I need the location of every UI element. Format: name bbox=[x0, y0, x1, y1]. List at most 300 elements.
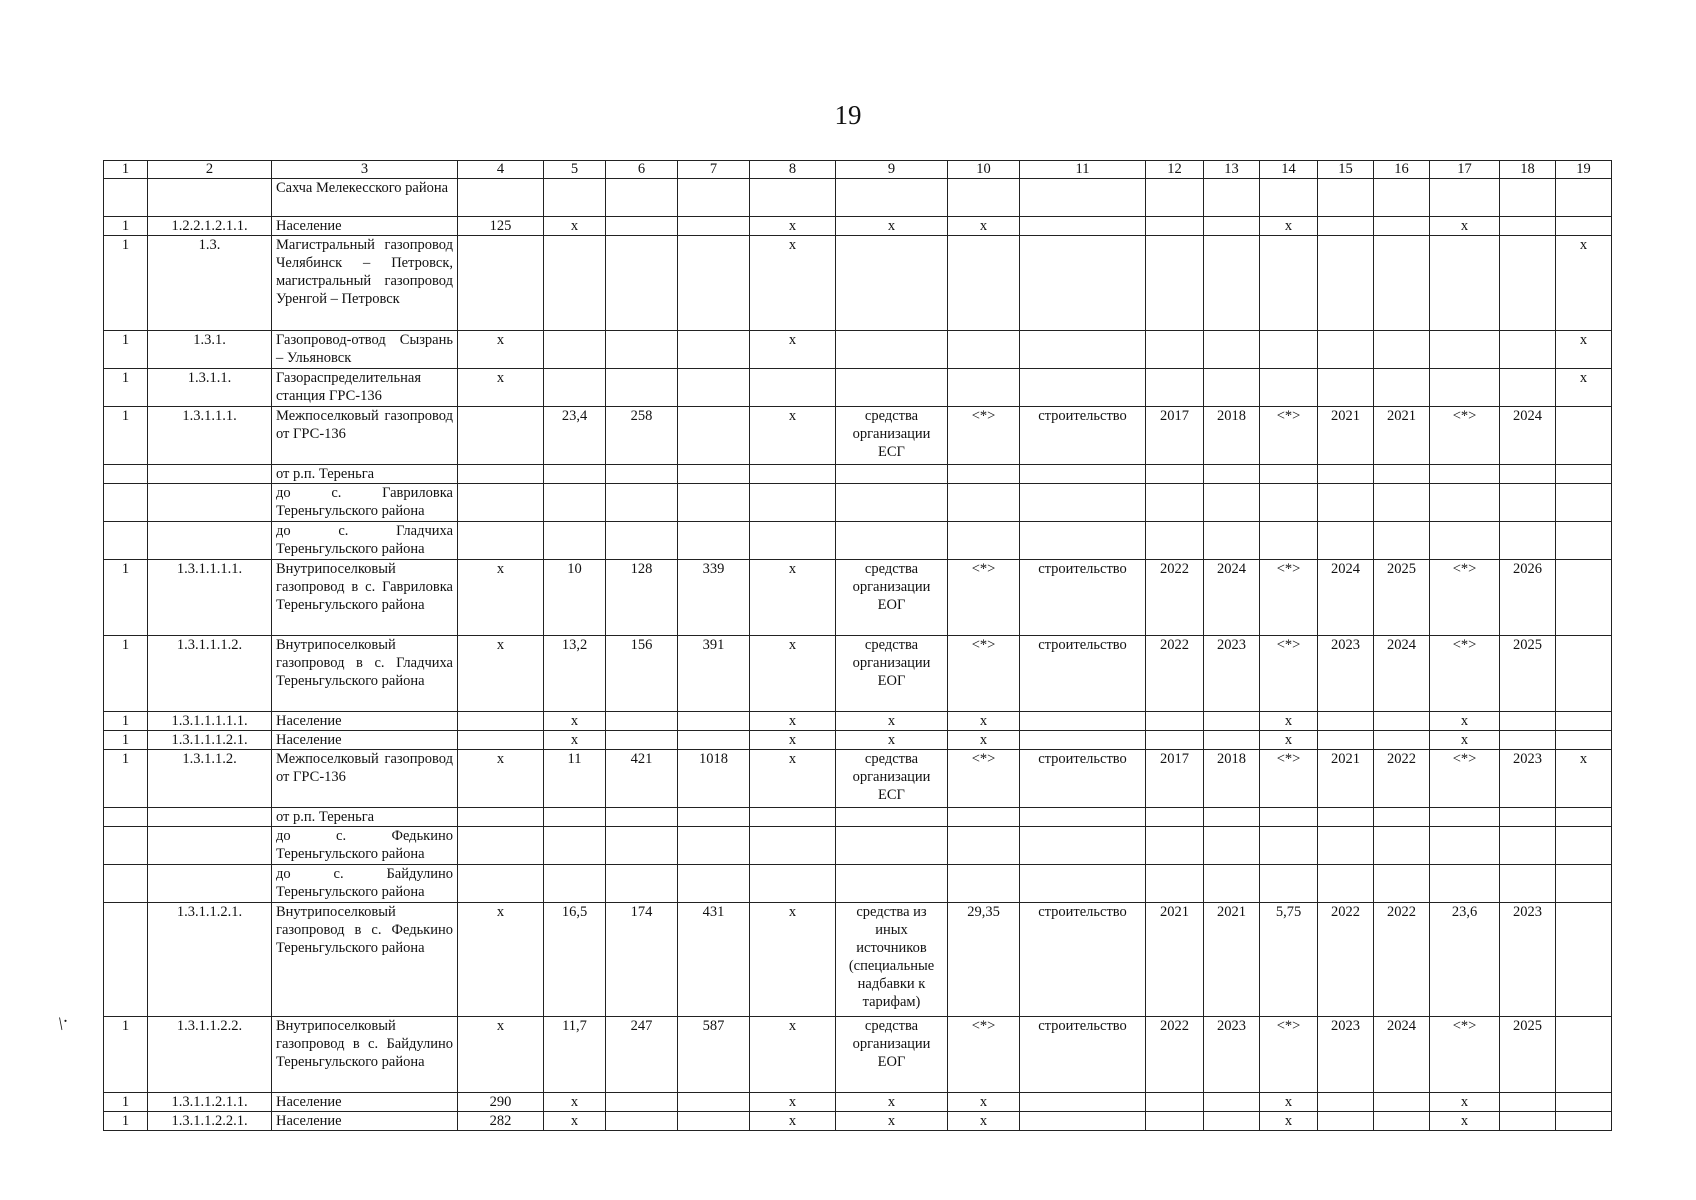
table-cell bbox=[750, 808, 836, 827]
table-cell: <*> bbox=[1430, 407, 1500, 465]
table-cell bbox=[948, 369, 1020, 407]
table-cell bbox=[1374, 1093, 1430, 1112]
table-cell: 1.2.2.1.2.1.1. bbox=[148, 217, 272, 236]
table-cell: х bbox=[458, 750, 544, 808]
table-cell bbox=[678, 712, 750, 731]
table-cell: 1.3.1.1.2.1.1. bbox=[148, 1093, 272, 1112]
table-cell: 1 bbox=[104, 236, 148, 331]
table-cell: 2023 bbox=[1500, 903, 1556, 1017]
table-cell bbox=[458, 236, 544, 331]
table-cell bbox=[458, 179, 544, 217]
table-cell bbox=[1204, 484, 1260, 522]
table-cell: Население bbox=[272, 1093, 458, 1112]
table-cell bbox=[1556, 731, 1612, 750]
table-cell: 431 bbox=[678, 903, 750, 1017]
table-cell bbox=[836, 179, 948, 217]
table-cell: 2026 bbox=[1500, 560, 1556, 636]
table-cell bbox=[104, 827, 148, 865]
table-cell: средства из иных источников (специальные надбавки к тарифам) bbox=[836, 903, 948, 1017]
table-cell bbox=[1020, 331, 1146, 369]
table-cell bbox=[1318, 808, 1374, 827]
table-cell bbox=[750, 522, 836, 560]
table-cell: <*> bbox=[1260, 560, 1318, 636]
table-cell bbox=[606, 465, 678, 484]
table-cell: до с. Федькино Тереньгульского района bbox=[272, 827, 458, 865]
table-cell bbox=[836, 865, 948, 903]
table-cell bbox=[678, 865, 750, 903]
table-cell bbox=[1020, 731, 1146, 750]
table-cell: до с. Гладчиха Тереньгульского района bbox=[272, 522, 458, 560]
data-table bbox=[103, 160, 1612, 1131]
table-cell: 1.3.1.1.2.1. bbox=[148, 903, 272, 1017]
table-cell: 128 bbox=[606, 560, 678, 636]
header-cell: 11 bbox=[1020, 161, 1146, 179]
table-cell: 16,5 bbox=[544, 903, 606, 1017]
table-cell bbox=[678, 731, 750, 750]
table-cell bbox=[1020, 1112, 1146, 1131]
table-cell bbox=[104, 808, 148, 827]
table-cell: 1.3.1.1.1.1. bbox=[148, 560, 272, 636]
table-cell: <*> bbox=[1260, 636, 1318, 712]
table-cell bbox=[750, 369, 836, 407]
table-cell: х bbox=[750, 407, 836, 465]
table-cell bbox=[1146, 236, 1204, 331]
table-cell bbox=[148, 865, 272, 903]
table-cell: строительство bbox=[1020, 407, 1146, 465]
header-cell: 4 bbox=[458, 161, 544, 179]
table-cell bbox=[678, 1112, 750, 1131]
table-cell: Население bbox=[272, 731, 458, 750]
table-cell bbox=[544, 522, 606, 560]
table-cell bbox=[1204, 1112, 1260, 1131]
table-cell bbox=[1500, 1093, 1556, 1112]
table-cell: х bbox=[750, 1112, 836, 1131]
table-cell: <*> bbox=[948, 750, 1020, 808]
table-cell bbox=[1020, 484, 1146, 522]
table-cell: х bbox=[836, 731, 948, 750]
table-cell: 2023 bbox=[1204, 1017, 1260, 1093]
table-cell: 2021 bbox=[1374, 407, 1430, 465]
table-cell bbox=[1374, 484, 1430, 522]
table-cell: 1 bbox=[104, 217, 148, 236]
table-cell: строительство bbox=[1020, 560, 1146, 636]
table-cell: 2025 bbox=[1374, 560, 1430, 636]
table-cell: х bbox=[1556, 331, 1612, 369]
table-cell: 2021 bbox=[1204, 903, 1260, 1017]
table-cell bbox=[606, 331, 678, 369]
table-cell bbox=[1374, 827, 1430, 865]
table-cell bbox=[948, 465, 1020, 484]
table-cell: 2022 bbox=[1374, 903, 1430, 1017]
table-cell bbox=[750, 827, 836, 865]
table-cell: 2025 bbox=[1500, 636, 1556, 712]
table-cell bbox=[678, 465, 750, 484]
header-cell: 17 bbox=[1430, 161, 1500, 179]
table-cell: 1018 bbox=[678, 750, 750, 808]
table-cell: х bbox=[1556, 236, 1612, 331]
table-cell: 2022 bbox=[1146, 636, 1204, 712]
table-cell bbox=[148, 808, 272, 827]
table-cell: <*> bbox=[1430, 750, 1500, 808]
table-cell: х bbox=[750, 217, 836, 236]
table-cell: х bbox=[544, 1112, 606, 1131]
table-cell bbox=[148, 522, 272, 560]
table-cell: Население bbox=[272, 217, 458, 236]
table-cell bbox=[1146, 369, 1204, 407]
table-cell: 2018 bbox=[1204, 407, 1260, 465]
table-cell bbox=[1260, 179, 1318, 217]
table-cell bbox=[1430, 808, 1500, 827]
table-row bbox=[104, 1093, 1612, 1112]
table-cell bbox=[104, 903, 148, 1017]
table-cell: до с. Байдулино Тереньгульского района bbox=[272, 865, 458, 903]
table-cell bbox=[458, 731, 544, 750]
table-cell: х bbox=[1260, 712, 1318, 731]
table-cell bbox=[1500, 522, 1556, 560]
table-cell bbox=[1500, 369, 1556, 407]
table-cell bbox=[1556, 636, 1612, 712]
table-cell: 2018 bbox=[1204, 750, 1260, 808]
margin-mark: /· bbox=[53, 1010, 74, 1034]
table-cell: х bbox=[1430, 731, 1500, 750]
header-cell: 7 bbox=[678, 161, 750, 179]
table-cell bbox=[544, 369, 606, 407]
table-cell bbox=[1374, 236, 1430, 331]
table-cell: х bbox=[1260, 1093, 1318, 1112]
table-cell bbox=[1020, 865, 1146, 903]
table-cell bbox=[1374, 808, 1430, 827]
table-cell bbox=[836, 236, 948, 331]
table-cell: х bbox=[948, 1112, 1020, 1131]
table-cell bbox=[1020, 236, 1146, 331]
table-cell: х bbox=[836, 712, 948, 731]
table-row bbox=[104, 179, 1612, 217]
table-cell: <*> bbox=[948, 560, 1020, 636]
table-cell: <*> bbox=[1430, 636, 1500, 712]
table-cell: 1.3.1.1. bbox=[148, 369, 272, 407]
table-cell: х bbox=[750, 1093, 836, 1112]
table-cell bbox=[1374, 217, 1430, 236]
table-cell bbox=[1374, 179, 1430, 217]
table-cell: 2024 bbox=[1318, 560, 1374, 636]
table-cell bbox=[750, 865, 836, 903]
table-cell: 174 bbox=[606, 903, 678, 1017]
header-row bbox=[104, 161, 1612, 179]
table-cell: <*> bbox=[1430, 560, 1500, 636]
table-cell bbox=[544, 331, 606, 369]
table-cell: 1 bbox=[104, 1112, 148, 1131]
table-cell bbox=[836, 331, 948, 369]
table-row bbox=[104, 808, 1612, 827]
table-cell bbox=[1556, 484, 1612, 522]
table-cell bbox=[836, 465, 948, 484]
table-cell bbox=[1374, 1112, 1430, 1131]
table-cell: х bbox=[1260, 217, 1318, 236]
table-cell bbox=[544, 236, 606, 331]
table-cell: х bbox=[836, 1112, 948, 1131]
header-cell: 13 bbox=[1204, 161, 1260, 179]
table-cell bbox=[1318, 465, 1374, 484]
header-cell: 3 bbox=[272, 161, 458, 179]
table-cell bbox=[104, 522, 148, 560]
table-cell bbox=[1500, 465, 1556, 484]
table-cell bbox=[1146, 731, 1204, 750]
table-cell bbox=[1500, 865, 1556, 903]
table-cell: <*> bbox=[948, 636, 1020, 712]
table-cell bbox=[1500, 1112, 1556, 1131]
table-row bbox=[104, 465, 1612, 484]
table-cell bbox=[1556, 179, 1612, 217]
table-cell bbox=[1556, 217, 1612, 236]
table-cell: 2025 bbox=[1500, 1017, 1556, 1093]
table-cell bbox=[1318, 236, 1374, 331]
table-cell bbox=[1204, 1093, 1260, 1112]
table-cell bbox=[606, 1112, 678, 1131]
table-cell bbox=[606, 522, 678, 560]
table-cell bbox=[678, 236, 750, 331]
table-cell bbox=[1556, 903, 1612, 1017]
table-cell: 2017 bbox=[1146, 750, 1204, 808]
table-cell bbox=[1430, 827, 1500, 865]
table-cell: <*> bbox=[948, 1017, 1020, 1093]
table-cell bbox=[1260, 522, 1318, 560]
table-cell bbox=[458, 712, 544, 731]
header-cell: 12 bbox=[1146, 161, 1204, 179]
table-cell bbox=[948, 331, 1020, 369]
table-cell bbox=[1318, 179, 1374, 217]
table-cell: х bbox=[544, 1093, 606, 1112]
table-cell: 2022 bbox=[1146, 560, 1204, 636]
table-cell bbox=[1430, 179, 1500, 217]
table-cell bbox=[1146, 712, 1204, 731]
table-row bbox=[104, 903, 1612, 1017]
header-cell: 10 bbox=[948, 161, 1020, 179]
table-cell bbox=[1318, 865, 1374, 903]
table-cell: 1.3.1.1.2.2. bbox=[148, 1017, 272, 1093]
table-cell: 2024 bbox=[1500, 407, 1556, 465]
table-row bbox=[104, 331, 1612, 369]
table-cell bbox=[836, 827, 948, 865]
table-cell bbox=[148, 827, 272, 865]
table-cell bbox=[678, 808, 750, 827]
table-cell: х bbox=[750, 731, 836, 750]
table-cell bbox=[1556, 522, 1612, 560]
table-cell: х bbox=[750, 750, 836, 808]
table-cell: Газопровод-отвод Сызрань – Ульяновск bbox=[272, 331, 458, 369]
table-cell: 23,4 bbox=[544, 407, 606, 465]
table-cell bbox=[1146, 1093, 1204, 1112]
table-cell bbox=[1204, 331, 1260, 369]
table-cell bbox=[606, 369, 678, 407]
table-cell bbox=[750, 465, 836, 484]
table-cell bbox=[104, 484, 148, 522]
table-cell: 1 bbox=[104, 560, 148, 636]
table-cell bbox=[1556, 712, 1612, 731]
table-cell: строительство bbox=[1020, 903, 1146, 1017]
table-cell bbox=[836, 484, 948, 522]
table-cell bbox=[1204, 731, 1260, 750]
table-cell bbox=[458, 522, 544, 560]
table-cell: 1.3.1.1.1.2. bbox=[148, 636, 272, 712]
table-cell: х bbox=[458, 560, 544, 636]
table-cell: Газораспределительная станция ГРС-136 bbox=[272, 369, 458, 407]
table-cell: 1 bbox=[104, 369, 148, 407]
table-cell: от р.п. Тереньга bbox=[272, 465, 458, 484]
table-cell bbox=[1204, 179, 1260, 217]
table-cell bbox=[1500, 808, 1556, 827]
table-cell bbox=[1020, 522, 1146, 560]
table-cell bbox=[948, 827, 1020, 865]
table-cell bbox=[948, 808, 1020, 827]
table-row bbox=[104, 636, 1612, 712]
table-row bbox=[104, 369, 1612, 407]
table-cell: х bbox=[750, 903, 836, 1017]
table-cell bbox=[104, 465, 148, 484]
table-cell: <*> bbox=[948, 407, 1020, 465]
table-cell bbox=[678, 217, 750, 236]
table-cell: 2023 bbox=[1204, 636, 1260, 712]
table-cell bbox=[1556, 1112, 1612, 1131]
table-cell: средства организации ЕСГ bbox=[836, 750, 948, 808]
table-cell: 2023 bbox=[1318, 636, 1374, 712]
table-cell bbox=[678, 1093, 750, 1112]
table-cell bbox=[1146, 827, 1204, 865]
table-row bbox=[104, 407, 1612, 465]
table-cell bbox=[750, 179, 836, 217]
table-cell: от р.п. Тереньга bbox=[272, 808, 458, 827]
table-cell: х bbox=[836, 217, 948, 236]
table-cell bbox=[1020, 712, 1146, 731]
table-cell bbox=[1430, 236, 1500, 331]
table-cell: <*> bbox=[1260, 407, 1318, 465]
table-cell bbox=[104, 865, 148, 903]
table-cell: 1.3.1.1.1.1.1. bbox=[148, 712, 272, 731]
table-cell: 2022 bbox=[1146, 1017, 1204, 1093]
header-cell: 18 bbox=[1500, 161, 1556, 179]
table-cell bbox=[1318, 484, 1374, 522]
table-cell bbox=[1430, 369, 1500, 407]
table-cell: х bbox=[948, 712, 1020, 731]
table-cell: Внутрипоселковый газопровод в с. Гладчиха Тереньгульского района bbox=[272, 636, 458, 712]
table-cell bbox=[606, 865, 678, 903]
table-cell bbox=[678, 179, 750, 217]
page-number: 19 bbox=[834, 100, 862, 130]
table-cell bbox=[1500, 331, 1556, 369]
table-cell bbox=[1430, 331, 1500, 369]
table-cell: х bbox=[1556, 369, 1612, 407]
table-cell bbox=[458, 407, 544, 465]
table-cell bbox=[1146, 865, 1204, 903]
header-cell: 8 bbox=[750, 161, 836, 179]
table-row bbox=[104, 865, 1612, 903]
table-cell: Межпоселковый газопровод от ГРС-136 bbox=[272, 407, 458, 465]
table-cell: х bbox=[458, 1017, 544, 1093]
table-cell: 2023 bbox=[1500, 750, 1556, 808]
header-cell: 14 bbox=[1260, 161, 1318, 179]
table-cell bbox=[148, 484, 272, 522]
table-cell bbox=[1374, 465, 1430, 484]
table-cell: средства организации ЕСГ bbox=[836, 407, 948, 465]
table-row bbox=[104, 1112, 1612, 1131]
table-cell bbox=[1500, 236, 1556, 331]
table-cell: х bbox=[836, 1093, 948, 1112]
table-cell bbox=[1318, 1093, 1374, 1112]
table-cell: х bbox=[750, 712, 836, 731]
table-cell bbox=[678, 827, 750, 865]
table-cell: 1 bbox=[104, 712, 148, 731]
table-cell bbox=[678, 522, 750, 560]
table-cell: 1.3.1.1.1.2.1. bbox=[148, 731, 272, 750]
table-cell bbox=[1500, 731, 1556, 750]
table-cell bbox=[1020, 808, 1146, 827]
table-cell: х bbox=[1430, 1112, 1500, 1131]
table-cell bbox=[606, 712, 678, 731]
table-cell: 2017 bbox=[1146, 407, 1204, 465]
table-cell bbox=[1500, 712, 1556, 731]
table-cell bbox=[458, 808, 544, 827]
table-cell: Магистральный газопровод Челябинск – Петровск, магистральный газопровод Уренгой – Петровск bbox=[272, 236, 458, 331]
table-cell: х bbox=[458, 331, 544, 369]
table-cell bbox=[1318, 731, 1374, 750]
table-cell: Население bbox=[272, 712, 458, 731]
table-cell: средства организации ЕОГ bbox=[836, 560, 948, 636]
table-cell: 391 bbox=[678, 636, 750, 712]
table-cell bbox=[1146, 331, 1204, 369]
table-cell: 11,7 bbox=[544, 1017, 606, 1093]
table-cell: 282 bbox=[458, 1112, 544, 1131]
table-cell bbox=[678, 369, 750, 407]
table-cell: 421 bbox=[606, 750, 678, 808]
table-cell: 2022 bbox=[1374, 750, 1430, 808]
table-cell: 1 bbox=[104, 731, 148, 750]
table-cell bbox=[1146, 1112, 1204, 1131]
table-row bbox=[104, 560, 1612, 636]
table-cell: строительство bbox=[1020, 1017, 1146, 1093]
header-cell: 16 bbox=[1374, 161, 1430, 179]
table-cell bbox=[458, 827, 544, 865]
table-cell bbox=[1020, 217, 1146, 236]
table-cell: средства организации ЕОГ bbox=[836, 636, 948, 712]
table-cell bbox=[1020, 179, 1146, 217]
table-cell bbox=[1204, 712, 1260, 731]
table-cell bbox=[1374, 712, 1430, 731]
table-cell bbox=[1374, 331, 1430, 369]
table-cell: х bbox=[1430, 217, 1500, 236]
table-cell bbox=[1318, 217, 1374, 236]
table-cell bbox=[606, 827, 678, 865]
table-cell bbox=[1556, 808, 1612, 827]
table-cell bbox=[750, 484, 836, 522]
table-cell bbox=[606, 1093, 678, 1112]
table-cell bbox=[544, 827, 606, 865]
table-cell: 10 bbox=[544, 560, 606, 636]
table-cell: 29,35 bbox=[948, 903, 1020, 1017]
table-cell: х bbox=[458, 636, 544, 712]
table-cell bbox=[1318, 522, 1374, 560]
table-cell bbox=[1020, 369, 1146, 407]
table-cell bbox=[1430, 865, 1500, 903]
header-cell: 5 bbox=[544, 161, 606, 179]
table-cell bbox=[1556, 827, 1612, 865]
table-cell: 11 bbox=[544, 750, 606, 808]
table-cell bbox=[1204, 865, 1260, 903]
table-cell bbox=[1500, 217, 1556, 236]
table-cell: Население bbox=[272, 1112, 458, 1131]
table-cell bbox=[948, 236, 1020, 331]
table-cell bbox=[1204, 808, 1260, 827]
header-cell: 6 bbox=[606, 161, 678, 179]
table-cell bbox=[1318, 369, 1374, 407]
